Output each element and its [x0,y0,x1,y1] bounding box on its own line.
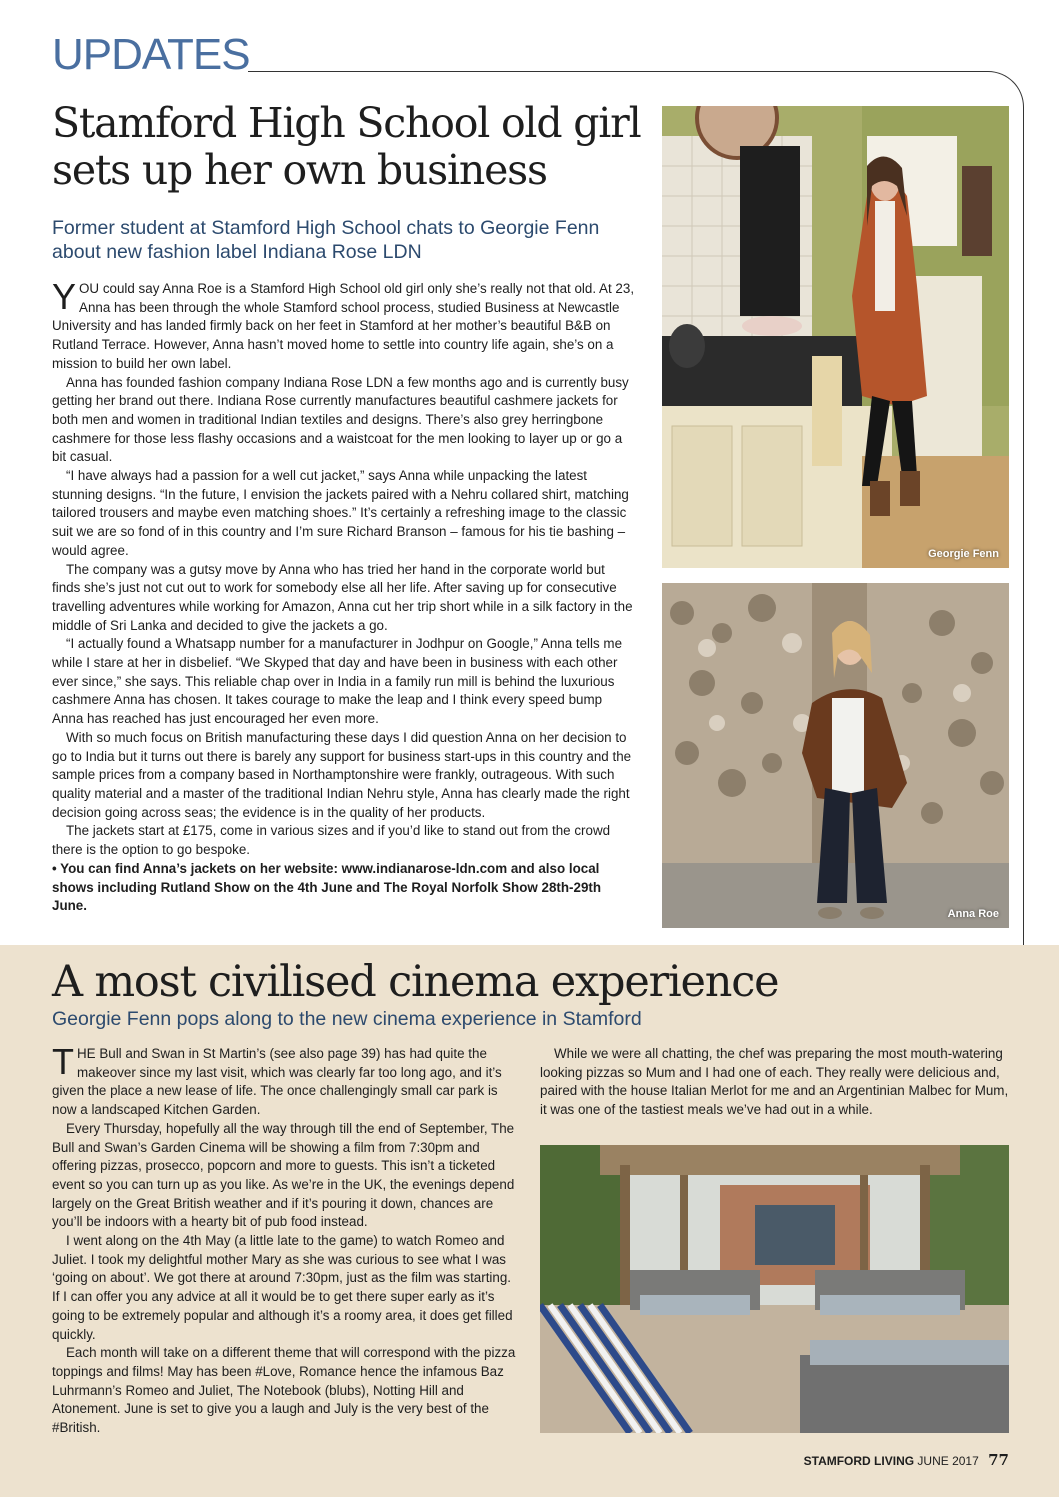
article1-standfirst: Former student at Stamford High School chats to Georgie Fenn about new fashion label Indiana Rose LDN [52,217,600,263]
article1-body [52,276,635,916]
photo-garden-cinema-illustration [540,1145,1009,1433]
article2-paragraph: While we were all chatting, the chef was preparing the most mouth-watering looking pizzas so Mum and I had one of each. They really were delicious and, paired with the house Italian Merlot for me and an Argentinian Malbec for Mum, it was one of the tastiest meals we’ve had out in a while. [540,1046,1009,1118]
article2-paragraph: Each month will take on a different theme that will correspond with the pizza toppings and films! May has been #Love, Romance hence the infamous Baz Luhrmann’s Romeo and Juliet, The Notebook (blubs), Notting Hill and Atonement. June is set to give you a laugh and July is the very best of the #British. [52,1345,516,1436]
article1-paragraph: OU could say Anna Roe is a Stamford High School old girl only she’s really not that old. At 23, Anna has been through the whole Stamford school process, studied Business at Newcastle University and has landed firmly back on her feet in Stamford at her mother’s beautiful B&B on Rutland Terrace. However, Anna hasn’t moved home to settle into country life again, she’s on a mission to build her own label. [52,281,635,371]
photo-garden-cinema [540,1145,1009,1433]
photo-kitchen [662,106,1009,568]
article1-paragraph: With so much focus on British manufacturing these days I did question Anna on her decision to go to India but it turns out there is barely any support for business start-ups in this country and the sample prices from a company based in Northamptonshire were frankly, outrageous. With such quality material and a master of the traditional Indian Nehru style, Anna has clearly made the right decision going across seas; the evidence is in the quality of her products. [52,729,632,820]
photo-wall [662,583,1009,928]
article1-paragraph: The jackets start at £175, come in various sizes and if you’d like to stand out from the crowd there is the option to go bespoke. [52,823,611,858]
photo-wall-caption: Anna Roe [947,908,999,920]
article1-website-note: • You can find Anna’s jackets on her website: www.indianarose-ldn.com and also local shows including Rutland Show on the 4th June and The Royal Norfolk Show 28th-29th June. [52,860,602,914]
footer-issue: JUNE 2017 [917,1454,979,1468]
article2-paragraph: Every Thursday, hopefully all the way through till the end of September, The Bull and Swan’s Garden Cinema will be showing a film from 7:30pm and offering pizzas, prosecco, popcorn and more to guests. This isn’t a ticketed event so you can turn up as you like. As we’re in the UK, the evenings depend largely on the Great British weather and if it’s pouring it down, chances are you’ll be indoors with a hearty bit of pub food instead. [52,1120,515,1230]
article1-paragraph: “I have always had a passion for a well cut jacket,” says Anna while unpacking the latest stunning designs. “In the future, I envision the jackets paired with a Nehru collared shirt, matching tailored trousers and maybe even matching shoes.” It’s certainly a refreshing image to the classic suit we are so fond of in this country and I’m sure Richard Branson – famous for his tie bashing – would agree. [52,468,629,558]
photo-kitchen-caption: Georgie Fenn [928,548,999,560]
article1-paragraph: Anna has founded fashion company Indiana Rose LDN a few months ago and is currently busy getting her brand out there. Indiana Rose currently manufactures beautiful cashmere jackets for both men and women in traditional Indian textiles and designs. There’s also grey herringbone cashmere for those less flashy occasions and a waistcoat for the men looking to layer up or go a bit casual. [52,374,629,465]
page-footer [804,1451,1009,1469]
article1-paragraph: The company was a gutsy move by Anna who has tried her hand in the corporate world but finds she’s just not cut out to work for somebody else all her life. After saving up for consecutive travelling adventures while working for Amazon, Anna cut her trip short while in a silk factory in the middle of Sri Lanka and decided to give the jackets a go. [52,561,633,633]
article1-paragraph: “I actually found a Whatsapp number for a manufacturer in Jodhpur on Google,” Anna tells me while I stare at her in disbelief. “We Skyped that day and have been in business with each other ever since,” she says. This reliable chap over in India in a family run mill is behind the luxurious cashmere Anna has chosen. It takes courage to make the leap and I think every speed bump Anna has reached has just encouraged her even more. [52,636,623,727]
footer-page-number: 77 [988,1451,1009,1469]
article1-headline: Stamford High School old girl sets up her own business [52,99,641,195]
article2-column-left [52,1041,522,1438]
photo-wall-illustration [662,583,1009,928]
article2-standfirst: Georgie Fenn pops along to the new cinema experience in Stamford [52,1008,642,1030]
footer-magazine: STAMFORD LIVING [803,1454,915,1468]
article2-paragraph: I went along on the 4th May (a little late to the game) to watch Romeo and Juliet. I took my delightful mother Mary as she was curious to see what I was ‘going on about’. We got there at around 7:30pm, just as the film was starting. If I can offer you any advice at all it would be to get there super early as it’s going to be extremely popular and although it’s a roomy area, it does get filled quickly. [52,1233,513,1342]
article1-dropcap: Y [52,276,77,317]
article2-paragraph: HE Bull and Swan in St Martin’s (see also page 39) has had quite the makeover since my last visit, which was clearly far too long ago, and it’s given the place a new lease of life. The once challengingly small car park is now a landscaped Kitchen Garden. [52,1046,502,1118]
photo-kitchen-illustration [662,106,1009,568]
header-rule [248,71,988,72]
article2-dropcap: T [52,1041,74,1082]
section-title: UPDATES [52,30,250,79]
article2-headline: A most civilised cinema experience [52,957,779,1007]
article2-column-right [540,1045,1010,1120]
